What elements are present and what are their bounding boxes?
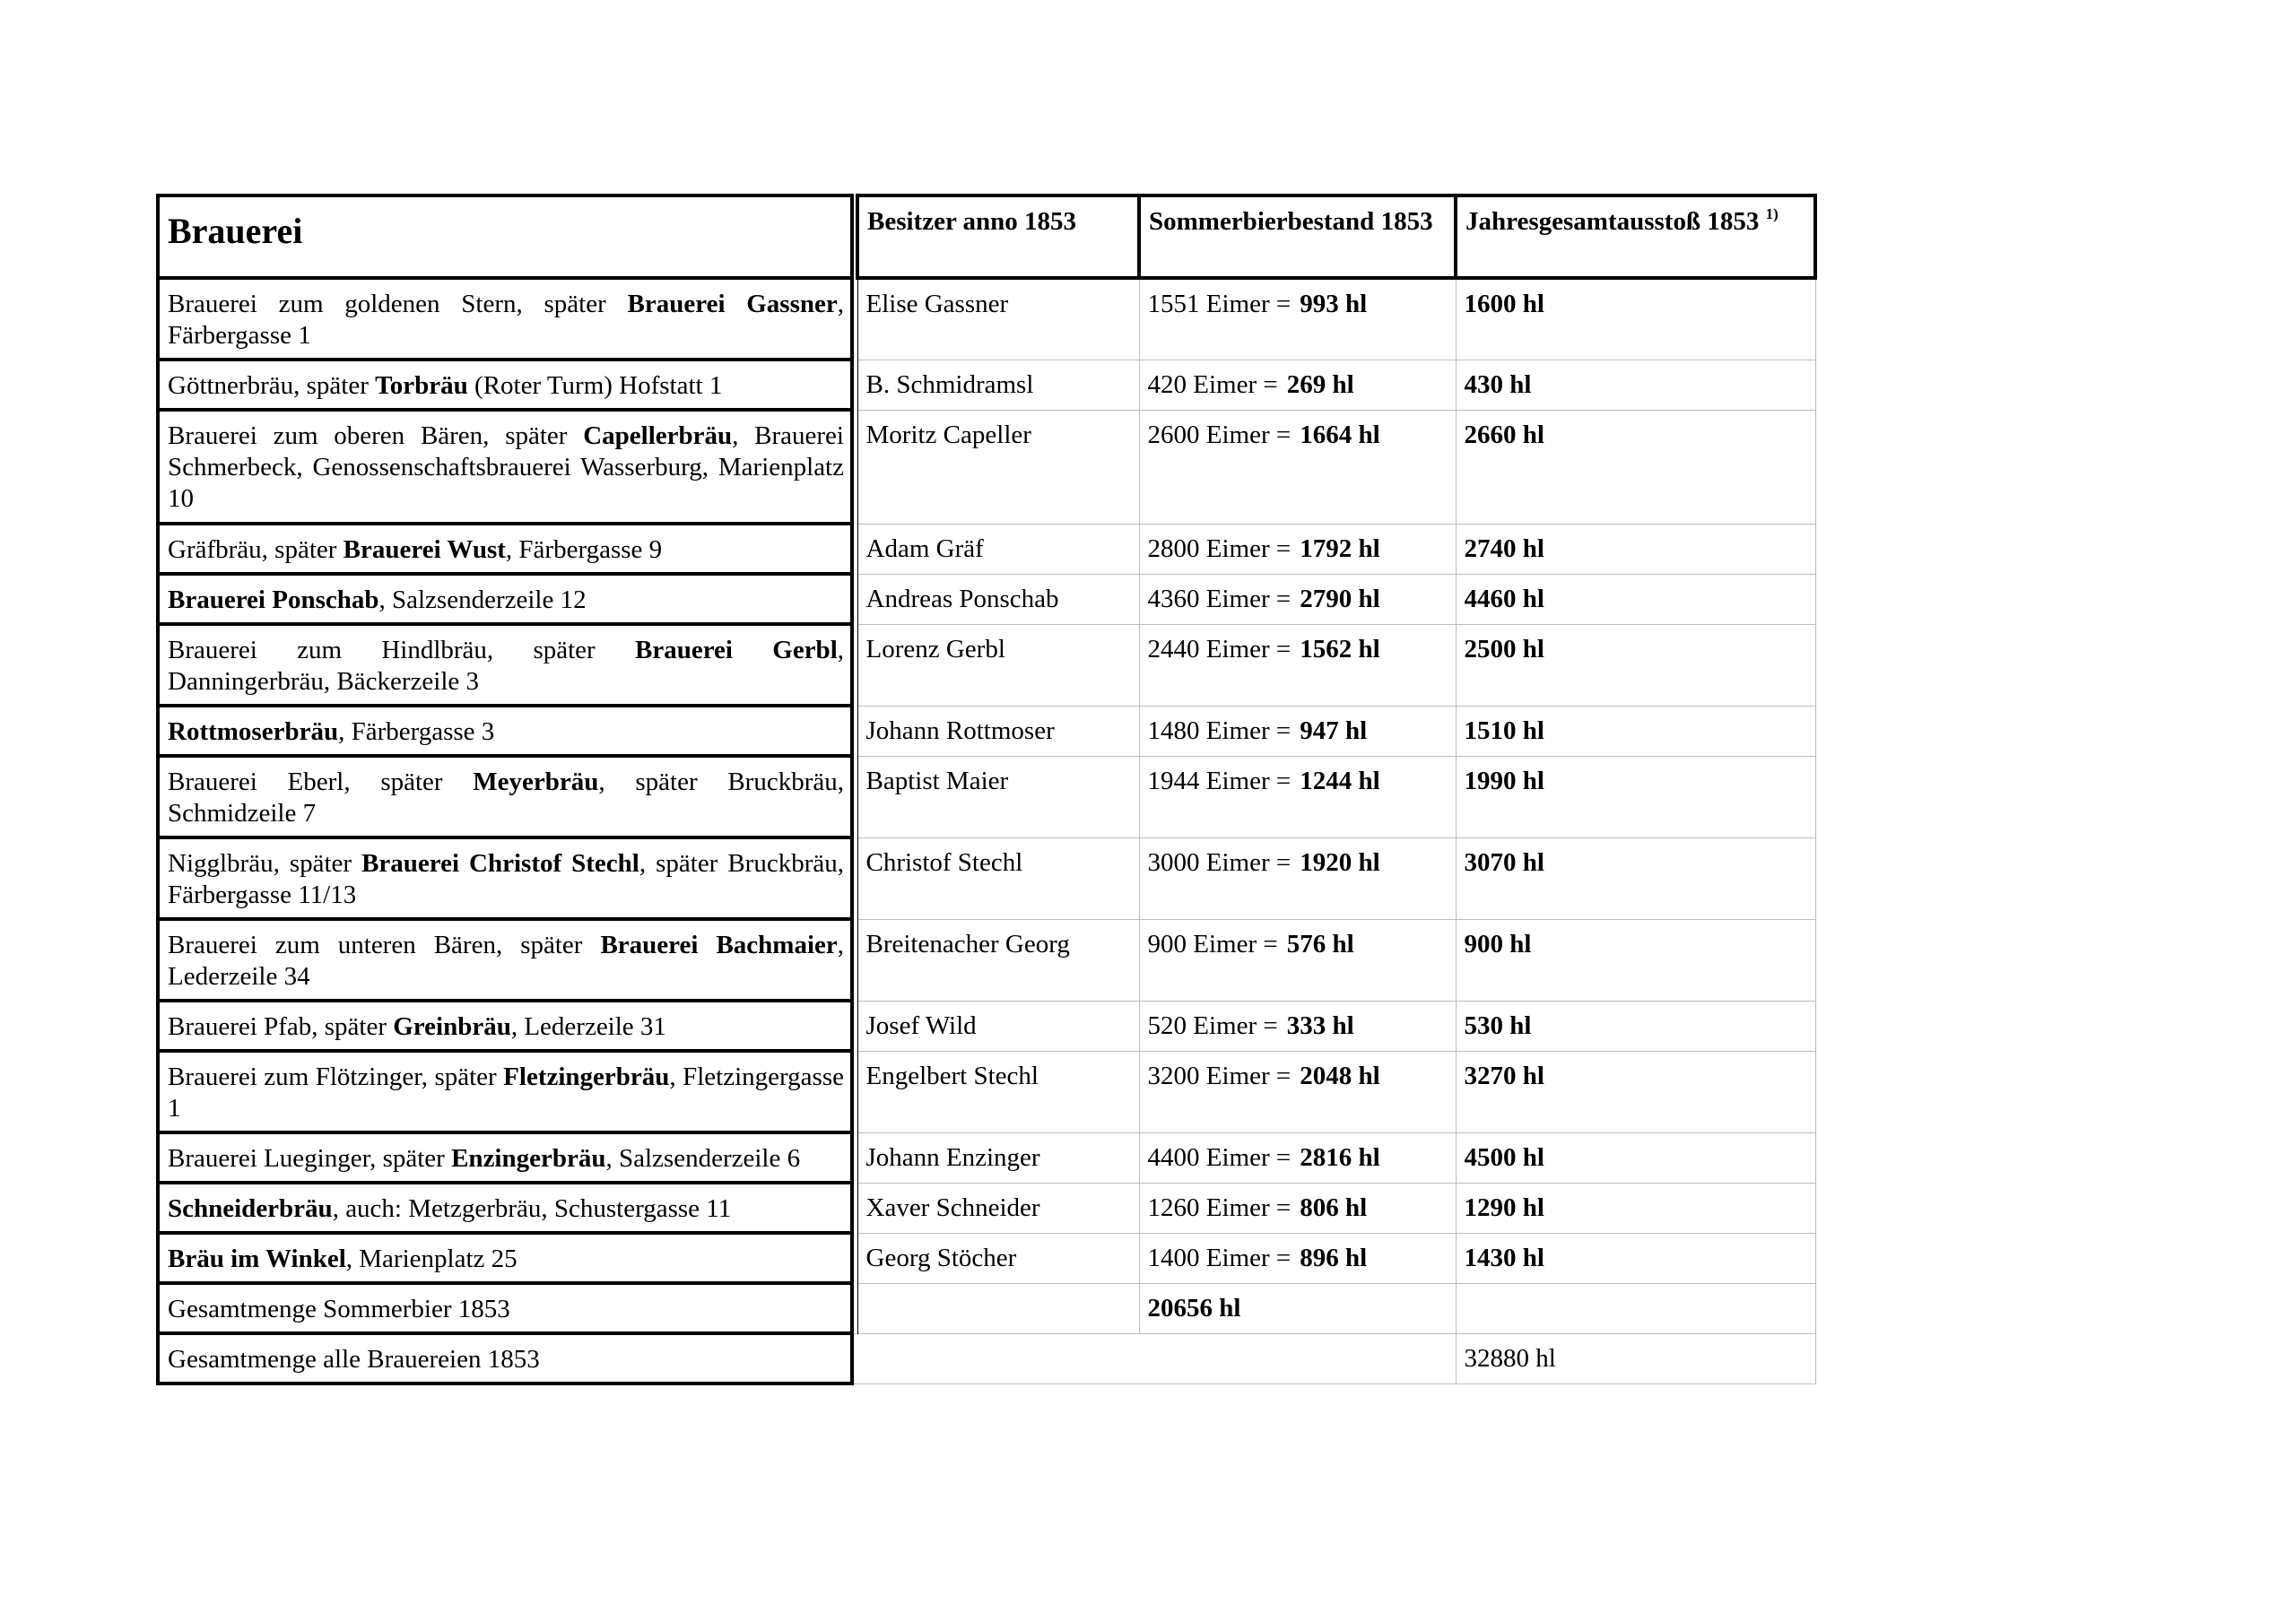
table-row [158, 837, 1815, 919]
brewery-name-cell [158, 1132, 852, 1183]
brewery-name-cell [158, 278, 852, 360]
brewery-name-cell [158, 360, 852, 410]
brewery-name-cell [158, 1051, 852, 1132]
header-owner: Besitzer anno 1853 [857, 195, 1139, 278]
header-annual-output [1456, 195, 1815, 278]
stock-eimer: 1480 Eimer = [1147, 716, 1292, 745]
grand-total-empty [852, 1333, 1456, 1383]
brewery-name-text: Nigglbräu, später [168, 849, 362, 878]
annual-output-cell: 1290 hl [1456, 1183, 1815, 1233]
stock-hectoliters: 947 hl [1300, 716, 1368, 745]
table-row [158, 360, 1815, 410]
table-row [158, 410, 1815, 524]
header-brewery: Brauerei [158, 195, 852, 278]
stock-eimer: 520 Eimer = [1147, 1010, 1278, 1040]
stock-hectoliters: 2790 hl [1300, 584, 1380, 613]
brewery-name-cell [158, 624, 852, 706]
header-summer-stock: Sommerbierbestand 1853 [1139, 195, 1456, 278]
brewery-name-text: Brauerei Pfab, später [168, 1012, 394, 1041]
brewery-name-text: Brauerei zum unteren Bären, später [168, 931, 601, 959]
table-body [158, 195, 1815, 1383]
owner-cell: Josef Wild [857, 1001, 1139, 1051]
summer-stock-cell [1139, 524, 1456, 574]
brewery-name-cell [158, 524, 852, 574]
grand-total-row [158, 1333, 1815, 1383]
summer-stock-cell [1139, 1132, 1456, 1183]
brewery-name-cell [158, 837, 852, 919]
stock-eimer: 2600 Eimer = [1147, 420, 1292, 449]
annual-output-cell: 900 hl [1456, 919, 1815, 1001]
stock-hectoliters: 2048 hl [1300, 1061, 1380, 1090]
brewery-name-text: , Färbergasse 9 [505, 535, 663, 564]
brewery-name-cell [158, 756, 852, 837]
stock-eimer: 4400 Eimer = [1147, 1142, 1292, 1172]
summer-stock-cell [1139, 1183, 1456, 1233]
table-row [158, 1183, 1815, 1233]
brewery-name-text: Brauerei zum Flötzinger, später [168, 1063, 504, 1091]
brewery-name-bold: Meyerbräu [473, 768, 599, 796]
header-annual-output-label: Jahresgesamtausstoß 1853 [1465, 207, 1760, 236]
stock-eimer: 420 Eimer = [1147, 369, 1278, 399]
brewery-name-text: , Lederzeile 34 [168, 931, 844, 991]
brewery-name-cell [158, 706, 852, 756]
brewery-name-text: , Salzsenderzeile 6 [605, 1144, 801, 1173]
table-row [158, 1051, 1815, 1132]
summer-stock-cell [1139, 837, 1456, 919]
table-row [158, 756, 1815, 837]
summer-stock-cell [1139, 919, 1456, 1001]
brewery-name-cell [158, 410, 852, 524]
brewery-name-cell [158, 1001, 852, 1051]
stock-eimer: 4360 Eimer = [1147, 584, 1292, 613]
annual-output-cell: 2740 hl [1456, 524, 1815, 574]
brewery-name-cell [158, 574, 852, 624]
owner-cell: Johann Rottmoser [857, 706, 1139, 756]
brewery-name-cell [158, 1233, 852, 1283]
owner-cell: Johann Enzinger [857, 1132, 1139, 1183]
brewery-name-bold: Bräu im Winkel [168, 1245, 346, 1273]
stock-eimer: 2440 Eimer = [1147, 634, 1292, 664]
table-row [158, 524, 1815, 574]
brewery-name-text: Brauerei Eberl, später [168, 768, 474, 796]
brewery-name-text: , Lederzeile 31 [510, 1012, 666, 1041]
stock-eimer: 900 Eimer = [1147, 929, 1278, 958]
annual-output-cell: 430 hl [1456, 360, 1815, 410]
annual-output-cell: 3270 hl [1456, 1051, 1815, 1132]
annual-output-cell: 4460 hl [1456, 574, 1815, 624]
stock-eimer: 1944 Eimer = [1147, 766, 1292, 795]
stock-hectoliters: 993 hl [1300, 290, 1368, 318]
owner-cell: Baptist Maier [857, 756, 1139, 837]
table-row [158, 1001, 1815, 1051]
stock-eimer: 3000 Eimer = [1147, 847, 1292, 877]
owner-cell: Christof Stechl [857, 837, 1139, 919]
brewery-name-text: Brauerei zum oberen Bären, später [168, 421, 584, 450]
summer-stock-cell [1139, 624, 1456, 706]
brewery-name-text: , Marienplatz 25 [345, 1245, 517, 1273]
brewery-name-text: Brauerei zum Hindlbräu, später [168, 636, 635, 664]
annual-output-cell: 1600 hl [1456, 278, 1815, 360]
brewery-name-bold: Torbräu [375, 371, 468, 400]
summer-stock-cell [1139, 410, 1456, 524]
owner-cell: Georg Stöcher [857, 1233, 1139, 1283]
table-row [158, 1132, 1815, 1183]
table-row [158, 624, 1815, 706]
stock-hectoliters: 1664 hl [1300, 420, 1380, 449]
annual-output-cell: 530 hl [1456, 1001, 1815, 1051]
annual-output-cell: 3070 hl [1456, 837, 1815, 919]
brewery-name-text: Gräfbräu, später [168, 535, 344, 564]
brewery-name-text: Göttnerbräu, später [168, 371, 376, 400]
table-row [158, 706, 1815, 756]
brewery-name-text: , Danningerbräu, Bäckerzeile 3 [168, 636, 844, 696]
table-row [158, 278, 1815, 360]
owner-cell: Elise Gassner [857, 278, 1139, 360]
stock-eimer: 3200 Eimer = [1147, 1061, 1292, 1090]
brewery-name-bold: Fletzingerbräu [503, 1063, 670, 1091]
brewery-name-text: , später Bruckbräu, Färbergasse 11/13 [168, 849, 844, 909]
summer-stock-cell [1139, 1233, 1456, 1283]
brewery-name-cell [158, 919, 852, 1001]
brewery-name-bold: Brauerei Christof Stechl [361, 849, 639, 878]
annual-output-cell: 2500 hl [1456, 624, 1815, 706]
brewery-name-text: , auch: Metzgerbräu, Schustergasse 11 [332, 1194, 732, 1223]
owner-cell: Andreas Ponschab [857, 574, 1139, 624]
owner-cell: Engelbert Stechl [857, 1051, 1139, 1132]
owner-cell: Adam Gräf [857, 524, 1139, 574]
brewery-name-text: , Brauerei Schmerbeck, Genossenschaftsbrauerei Wasserburg, Marienplatz 10 [168, 421, 844, 513]
stock-eimer: 1400 Eimer = [1147, 1243, 1292, 1272]
summer-stock-cell [1139, 756, 1456, 837]
summer-stock-cell [1139, 278, 1456, 360]
annual-output-cell: 4500 hl [1456, 1132, 1815, 1183]
table-row [158, 919, 1815, 1001]
owner-cell: Lorenz Gerbl [857, 624, 1139, 706]
owner-cell: B. Schmidramsl [857, 360, 1139, 410]
brewery-name-text: , Fletzingergasse 1 [168, 1063, 844, 1123]
table-row [158, 574, 1815, 624]
footnote-marker: 1) [1765, 205, 1779, 222]
brewery-name-bold: Greinbräu [393, 1012, 511, 1041]
summer-stock-cell [1139, 574, 1456, 624]
annual-output-cell: 1990 hl [1456, 756, 1815, 837]
annual-output-cell: 1510 hl [1456, 706, 1815, 756]
brewery-name-bold: Schneiderbräu [168, 1194, 333, 1223]
brewery-name-bold: Brauerei Ponschab [168, 585, 379, 614]
stock-eimer: 1260 Eimer = [1147, 1193, 1292, 1222]
brewery-name-text: (Roter Turm) Hofstatt 1 [467, 371, 723, 400]
summer-total-empty-annual [1456, 1283, 1815, 1333]
table-row [158, 1233, 1815, 1283]
brewery-name-text: , Färbergasse 1 [168, 290, 845, 350]
stock-hectoliters: 576 hl [1286, 929, 1354, 958]
brewery-name-text: Brauerei Lueginger, später [168, 1144, 452, 1173]
stock-eimer: 1551 Eimer = [1147, 290, 1292, 318]
brewery-name-text: , später Bruckbräu, Schmidzeile 7 [168, 768, 844, 828]
summer-stock-cell [1139, 360, 1456, 410]
stock-hectoliters: 1920 hl [1300, 847, 1380, 877]
owner-cell: Breitenacher Georg [857, 919, 1139, 1001]
grand-total-value: 32880 hl [1456, 1333, 1815, 1383]
brewery-name-bold: Capellerbräu [583, 421, 733, 450]
summer-total-empty-owner [857, 1283, 1139, 1333]
owner-cell: Xaver Schneider [857, 1183, 1139, 1233]
summer-stock-cell [1139, 706, 1456, 756]
brewery-name-text: , Färbergasse 3 [338, 717, 495, 746]
summer-total-row [158, 1283, 1815, 1333]
stock-eimer: 2800 Eimer = [1147, 533, 1292, 563]
brewery-name-text: Brauerei zum goldenen Stern, später [168, 290, 628, 318]
brewery-name-bold: Brauerei Gerbl [634, 636, 838, 664]
summer-total-label: Gesamtmenge Sommerbier 1853 [158, 1283, 852, 1333]
annual-output-cell: 1430 hl [1456, 1233, 1815, 1283]
summer-total-value: 20656 hl [1139, 1283, 1456, 1333]
brewery-name-bold: Brauerei Wust [343, 535, 506, 564]
header-row [158, 195, 1815, 278]
annual-output-cell: 2660 hl [1456, 410, 1815, 524]
summer-stock-cell [1139, 1001, 1456, 1051]
owner-cell: Moritz Capeller [857, 410, 1139, 524]
stock-hectoliters: 896 hl [1300, 1243, 1368, 1272]
stock-hectoliters: 333 hl [1286, 1010, 1354, 1040]
brewery-name-text: , Salzsenderzeile 12 [378, 585, 587, 614]
stock-hectoliters: 806 hl [1300, 1193, 1368, 1222]
brewery-name-cell [158, 1183, 852, 1233]
stock-hectoliters: 2816 hl [1300, 1142, 1380, 1172]
stock-hectoliters: 1792 hl [1300, 533, 1380, 563]
brewery-table [156, 194, 1817, 1385]
brewery-name-bold: Rottmoserbräu [168, 717, 339, 746]
brewery-name-bold: Enzingerbräu [451, 1144, 606, 1173]
stock-hectoliters: 1562 hl [1300, 634, 1380, 664]
stock-hectoliters: 269 hl [1286, 369, 1354, 399]
brewery-name-bold: Brauerei Bachmaier [600, 931, 838, 959]
grand-total-label: Gesamtmenge alle Brauereien 1853 [158, 1333, 852, 1383]
brewery-name-bold: Brauerei Gassner [627, 290, 838, 318]
stock-hectoliters: 1244 hl [1300, 766, 1380, 795]
summer-stock-cell [1139, 1051, 1456, 1132]
